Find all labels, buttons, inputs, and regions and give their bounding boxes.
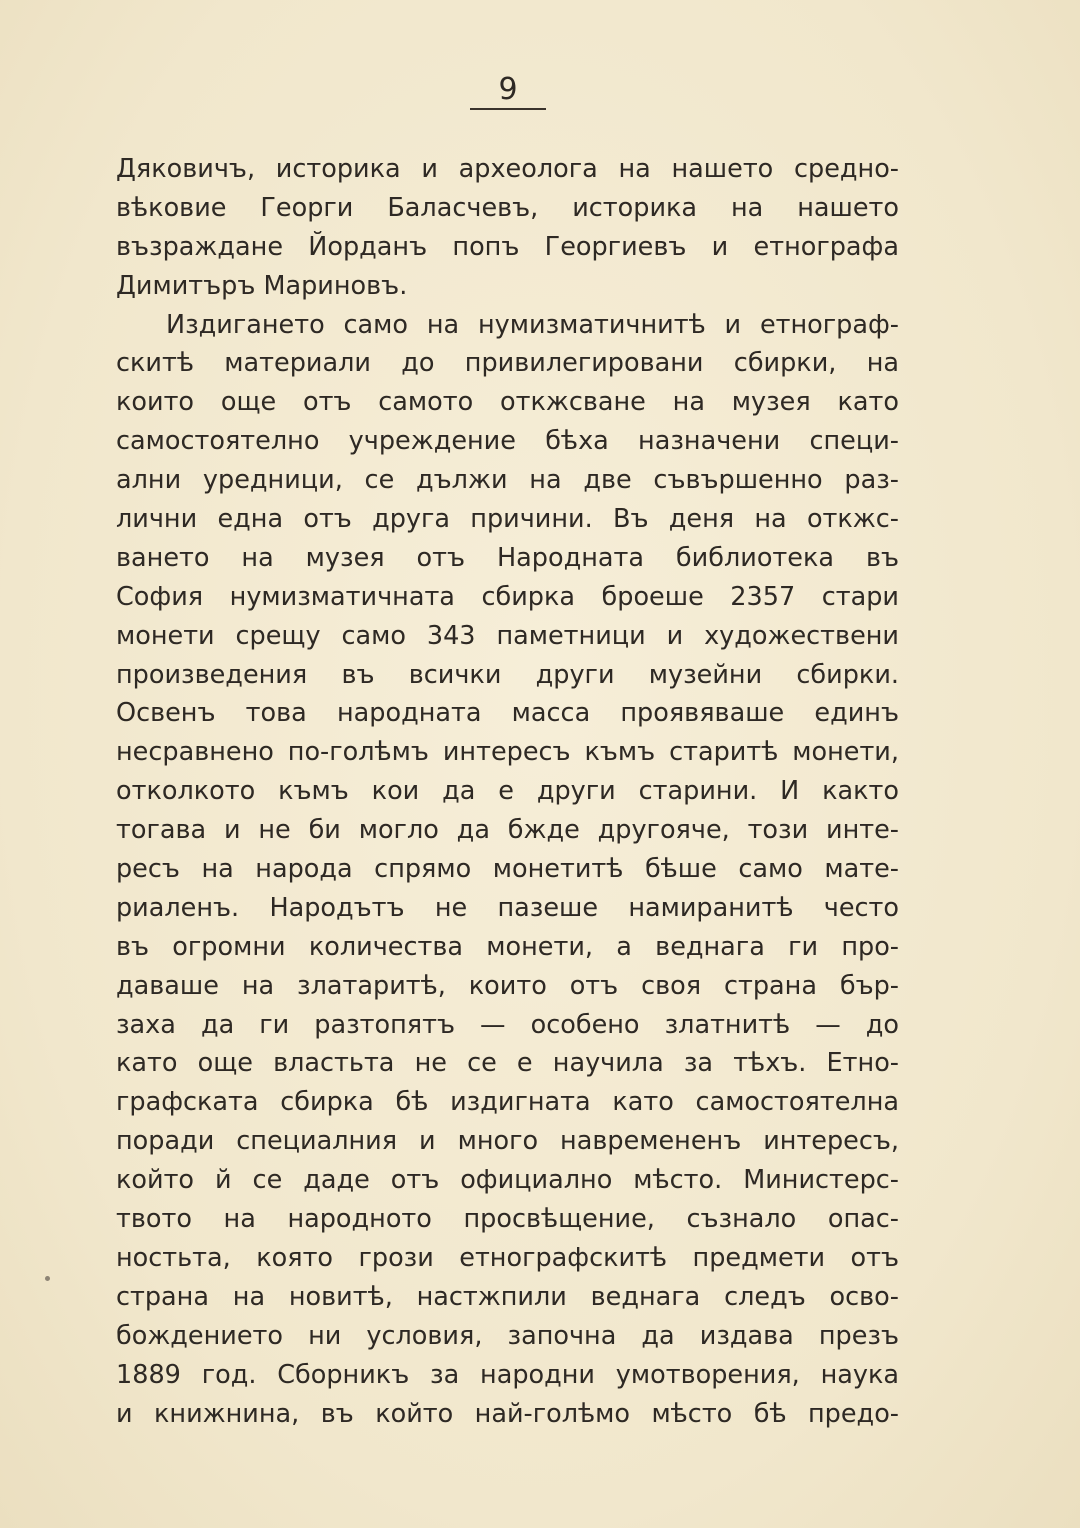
text-line: несравнено по-голѣмъ интересъ къмъ старитѣ монети,	[116, 737, 899, 768]
text-line: който й се даде отъ официално мѣсто. Министерс-	[116, 1165, 899, 1196]
text-line: София нумизматичната сбирка броеше 2357 стари	[116, 581, 899, 612]
paragraph	[116, 150, 899, 306]
text-line: 1889 год. Сборникъ за народни умотворения, наука	[116, 1359, 899, 1390]
text-line: и книжнина, въ който най-голѣмо мѣсто бѣ предо-	[116, 1398, 899, 1429]
text-line: ресъ на народа спрямо монетитѣ бѣше само мате-	[116, 854, 899, 885]
text-line: Освенъ това народната масса проявяваше единъ	[116, 698, 899, 729]
text-line: монети срещу само 343 паметници и художествени	[116, 620, 899, 651]
text-line: ването на музея отъ Народната библиотека въ	[116, 542, 899, 573]
text-line: въ огромни количества монети, а веднага ги про-	[116, 931, 899, 962]
text-line: Димитъръ Мариновъ.	[116, 270, 408, 301]
text-line: поради специалния и много навремененъ интересъ,	[116, 1126, 899, 1157]
text-line: вѣковие Георги Баласчевъ, историка на нашето	[116, 192, 899, 223]
page-number: 9	[498, 72, 518, 107]
text-line: Дяковичъ, историка и археолога на нашето средно-	[116, 154, 899, 184]
text-line: самостоятелно учреждение бѣха назначени специ-	[116, 426, 899, 457]
text-line: даваше на златаритѣ, които отъ своя страна бър-	[116, 970, 899, 1001]
text-line: лични една отъ друга причини. Въ деня на откжс-	[116, 504, 899, 535]
text-line: твото на народното просвѣщение, съзнало опас-	[116, 1204, 899, 1235]
text-line: заха да ги разтопятъ — особено златнитѣ — до	[116, 1009, 899, 1040]
text-line: риаленъ. Народътъ не пазеше намиранитѣ често	[116, 892, 899, 923]
text-line: ностьта, която грози етнографскитѣ предмети отъ	[116, 1242, 899, 1273]
text-line: възраждане Йорданъ попъ Георгиевъ и етнографа	[116, 231, 899, 262]
text-line: бождението ни условия, започна да издава презъ	[116, 1320, 899, 1351]
text-line: Издигането само на нумизматичнитѣ и етнограф-	[166, 309, 899, 340]
text-line: скитѣ материали до привилегировани сбирки, на	[116, 348, 899, 379]
text-line: като още властьта не се е научила за тѣхъ. Етно-	[116, 1048, 899, 1079]
page-number-rule	[470, 108, 546, 110]
text-line: ални уредници, се дължи на две съвършенно раз-	[116, 465, 899, 496]
text-line: страна на новитѣ, настжпили веднага следъ осво-	[116, 1281, 899, 1312]
body-text	[116, 150, 899, 1433]
paragraph	[116, 306, 899, 1434]
text-line: тогава и не би могло да бжде другояче, този инте-	[116, 815, 899, 846]
text-line: графската сбирка бѣ издигната като самостоятелна	[116, 1087, 899, 1118]
text-line: които още отъ самото откжсване на музея като	[116, 387, 899, 418]
paper-speck	[45, 1276, 50, 1281]
text-line: произведения въ всички други музейни сбирки.	[116, 659, 899, 690]
text-line: отколкото къмъ кои да е други старини. И както	[116, 776, 899, 807]
